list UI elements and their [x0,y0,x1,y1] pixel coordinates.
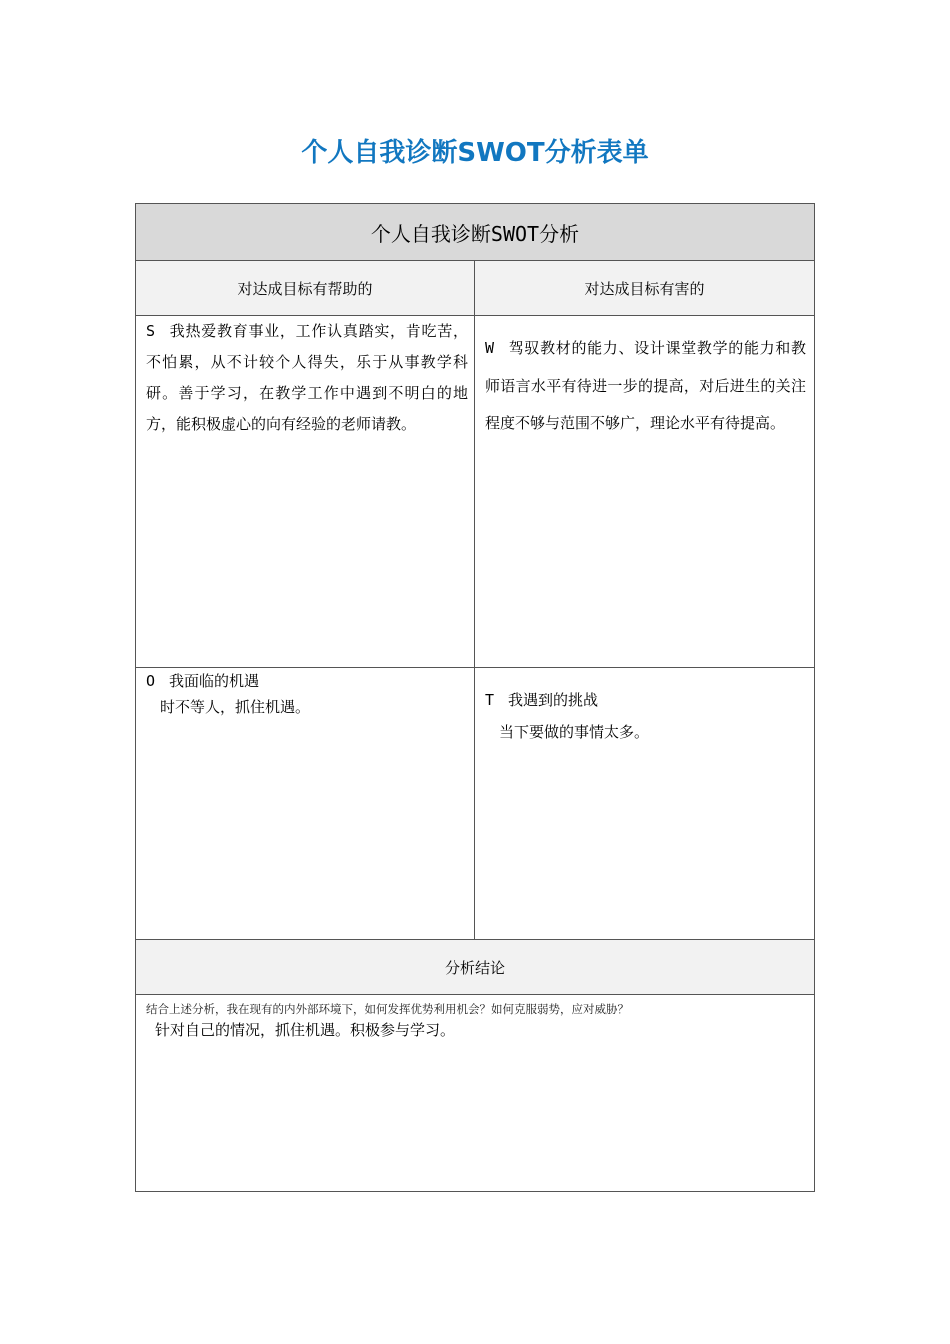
column-header-harmful: 对达成目标有害的 [584,279,705,298]
threats-text: 当下要做的事情太多。 [499,723,650,741]
conclusion-question: 结合上述分析，我在现有的内外部环境下，如何发挥优势利用机会？如何克服弱势，应对威胁？ [146,1002,629,1016]
opportunities-threats-row [136,668,814,940]
strengths-cell [136,316,475,667]
threats-heading: 我遇到的挑战 [508,691,599,709]
column-headers [136,261,814,316]
conclusion-answer [146,1017,808,1043]
weaknesses-cell [475,316,814,667]
strengths-weaknesses-row [136,316,814,668]
conclusion-answer-plain: 针对自己的情况， [155,1021,276,1039]
conclusion-body [136,995,814,1191]
weaknesses-text: 驾驭教材的能力、设计课堂教学的能力和教师语言水平有待进一步的提高，对后进生的关注程度不够与范围不够广，理论水平有待提高。 [485,339,806,432]
threats-letter: T [485,691,495,709]
swot-table [135,203,815,1192]
opportunities-heading: 我面临的机遇 [169,672,260,690]
conclusion-header: 分析结论 [136,940,814,995]
threats-cell [475,668,814,939]
opportunities-text: 时不等人，抓住机遇。 [160,698,311,716]
strengths-letter: S [146,322,156,340]
table-header: 个人自我诊断SWOT分析 [136,204,814,261]
weaknesses-letter: W [485,339,495,357]
opportunities-letter: O [146,672,156,690]
column-header-helpful: 对达成目标有帮助的 [136,261,475,315]
document-title: 个人自我诊断SWOT分析表单 [301,138,649,168]
strengths-text: 我热爱教育事业，工作认真踏实，肯吃苦，不怕累，从不计较个人得失，乐于从事教学科研。善于学习，在教学工作中遇到不明白的地方，能积极虚心的向有经验的老师请教。 [146,322,468,433]
conclusion-answer-strong: 抓住机遇。积极参与学习。 [275,1021,456,1039]
opportunities-cell [136,668,475,939]
